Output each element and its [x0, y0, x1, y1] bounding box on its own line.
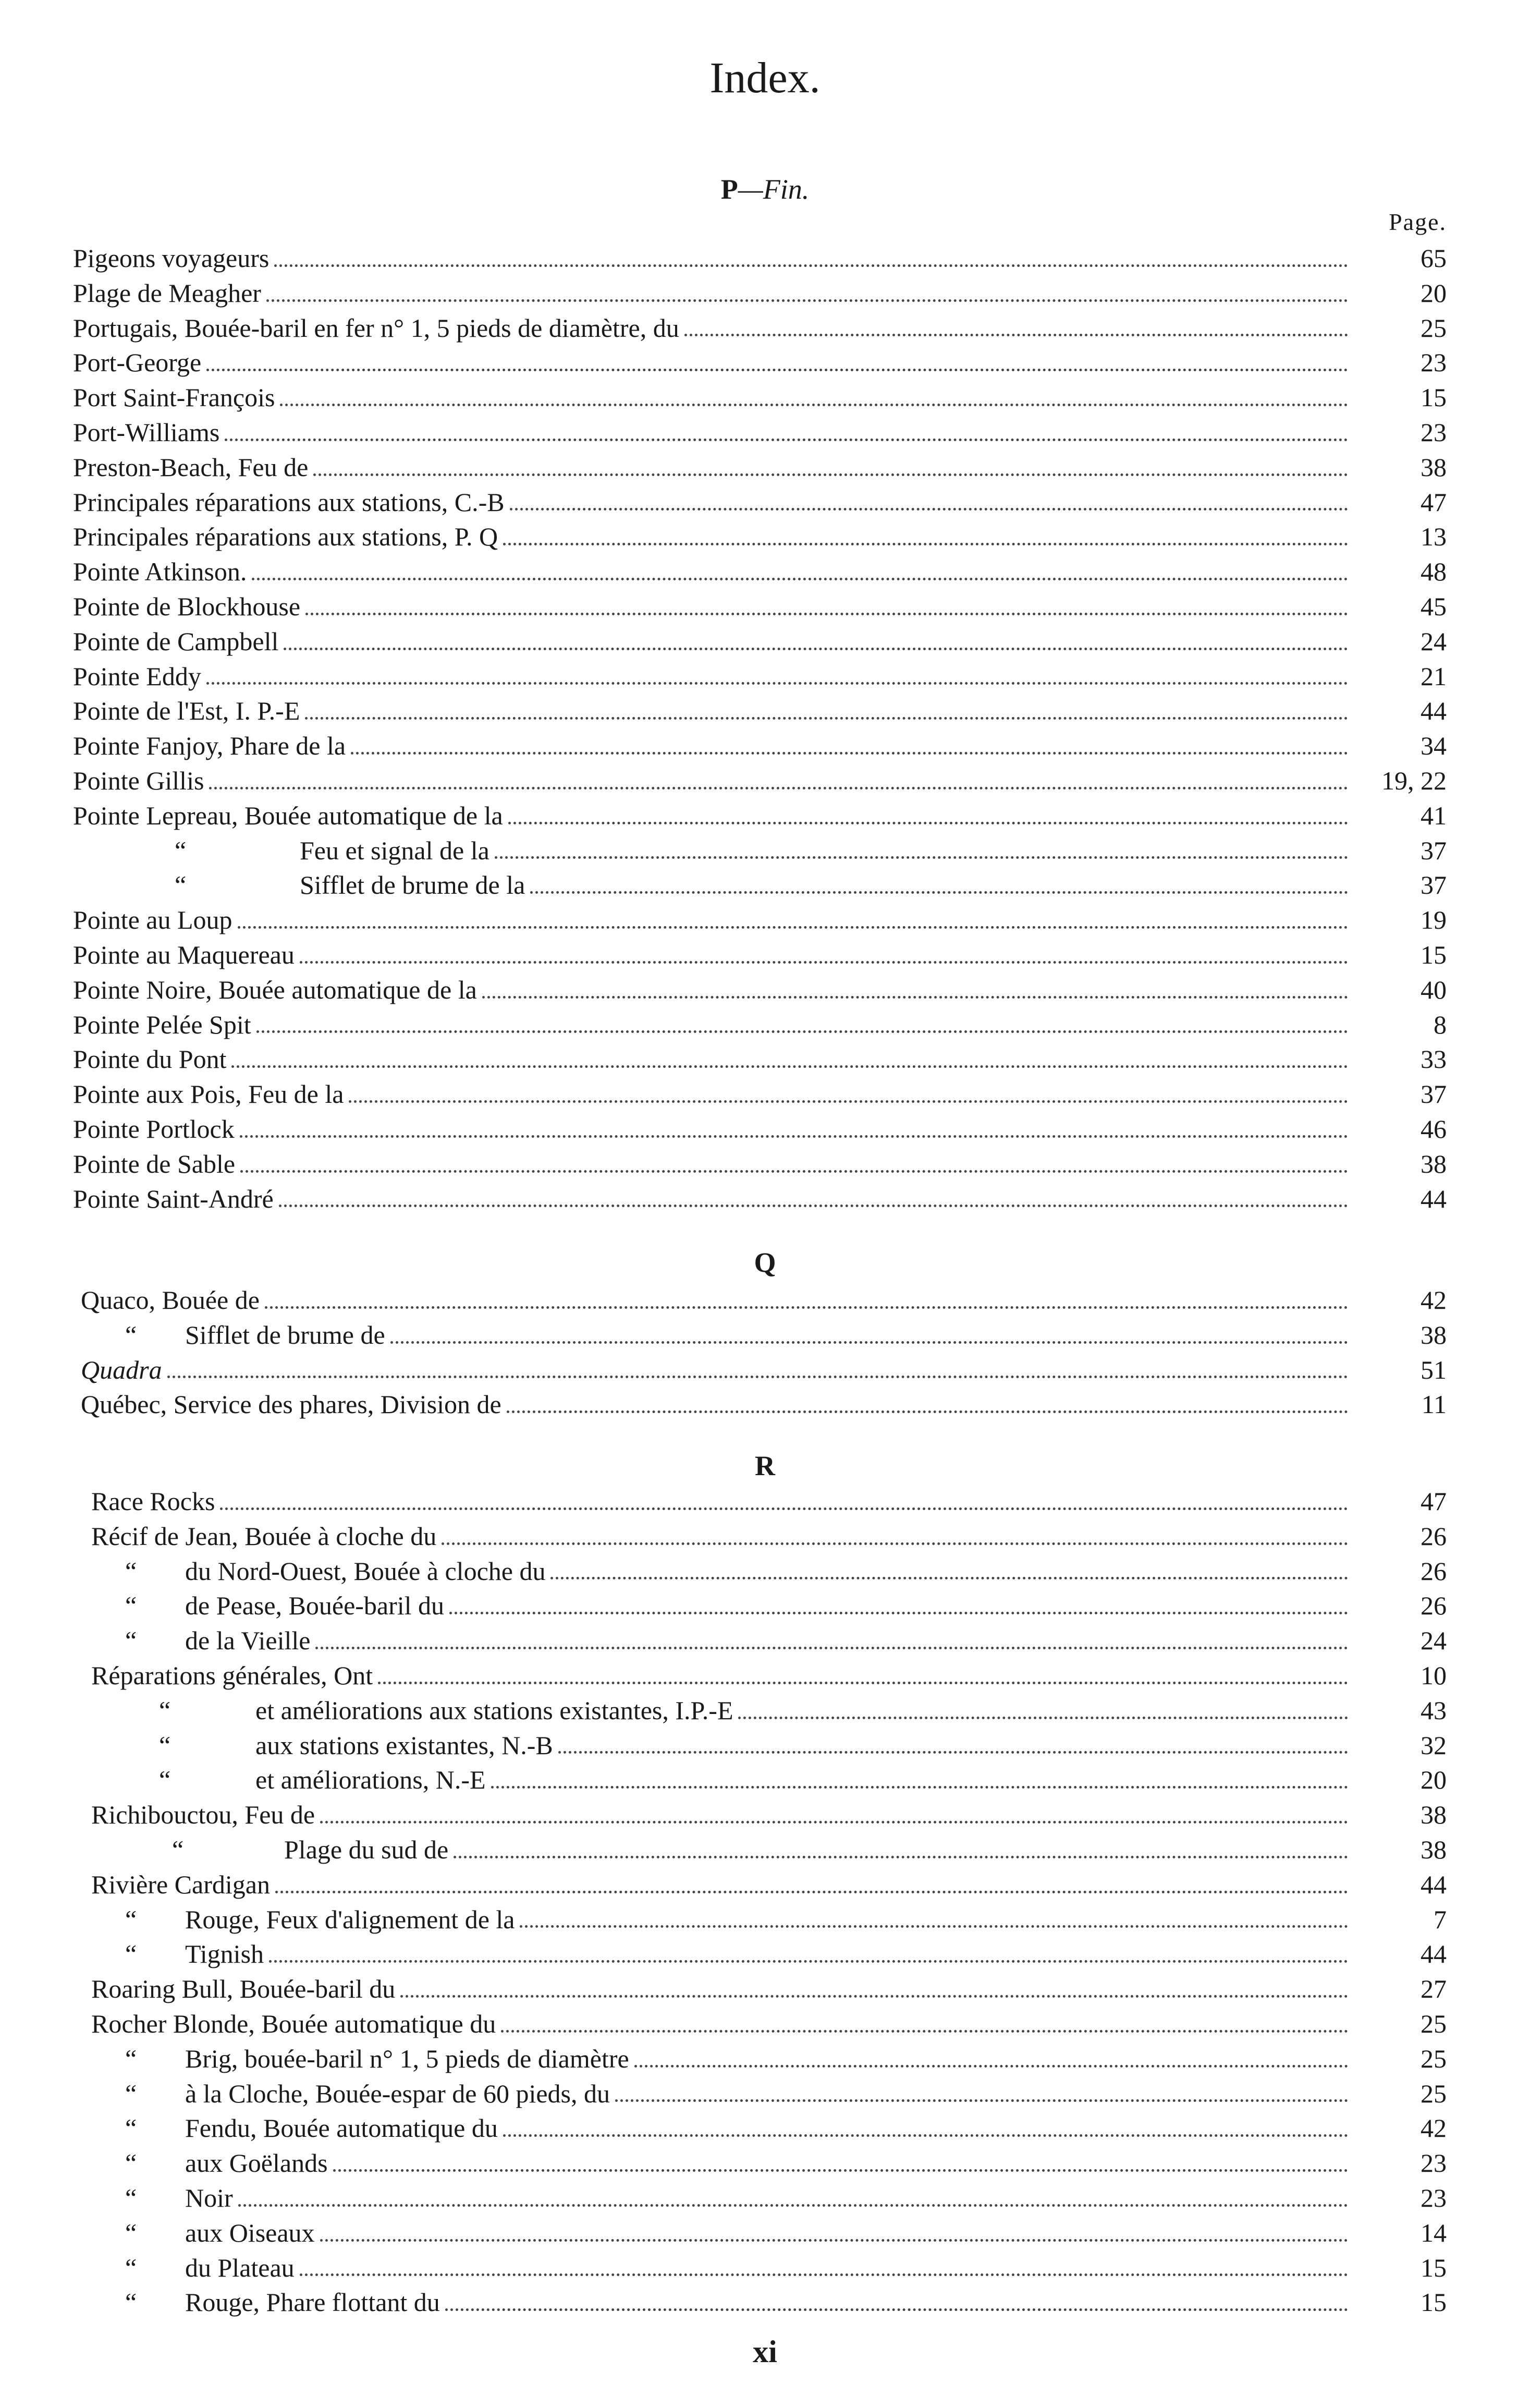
- entry-page-number: 26: [1421, 1521, 1447, 1551]
- index-entry: [0, 380, 1447, 415]
- index-entry: [0, 450, 1447, 485]
- ditto-mark: “: [125, 1556, 137, 1586]
- entry-label: Quaco, Bouée de: [81, 1285, 260, 1315]
- entry-page-number: 25: [1421, 2078, 1447, 2108]
- ditto-mark: “: [125, 1939, 137, 1969]
- entry-page-number: 20: [1421, 278, 1447, 308]
- entry-label: Sifflet de brume de: [185, 1320, 385, 1349]
- dot-leader: [530, 891, 1348, 894]
- dot-leader: [508, 822, 1348, 824]
- entry-label: Roaring Bull, Bouée-baril du: [91, 1974, 396, 2004]
- ditto-mark: “: [175, 835, 187, 865]
- dot-leader: [231, 1065, 1348, 1068]
- entry-label: Port Saint-François: [73, 383, 275, 412]
- index-entry: [0, 938, 1447, 972]
- section-letter: R: [755, 1450, 775, 1481]
- dot-leader: [238, 2204, 1348, 2207]
- index-entry: [0, 1484, 1447, 1519]
- index-entry: [0, 1007, 1447, 1042]
- entry-page-number: 15: [1421, 2253, 1447, 2282]
- entry-page-number: 24: [1421, 626, 1447, 656]
- entry-label: du Nord-Ouest, Bouée à cloche du: [185, 1556, 546, 1586]
- dot-leader: [400, 1995, 1348, 1998]
- ditto-mark: “: [125, 2183, 137, 2212]
- entry-label: Récif de Jean, Bouée à cloche du: [91, 1521, 437, 1551]
- ditto-mark: “: [172, 1834, 184, 1864]
- entry-label: du Plateau: [185, 2253, 295, 2282]
- entry-page-number: 15: [1421, 383, 1447, 412]
- dot-leader: [510, 508, 1348, 510]
- entry-page-number: 51: [1421, 1355, 1447, 1384]
- section-r-entries: [0, 1484, 1530, 2320]
- dot-leader: [300, 961, 1348, 964]
- index-entry: [0, 1387, 1447, 1422]
- index-entry: [0, 2076, 1447, 2111]
- index-entry: [0, 798, 1447, 833]
- entry-label: Pointe Eddy: [73, 661, 201, 691]
- entry-label: et améliorations aux stations existantes, I.P.-E: [255, 1695, 733, 1725]
- dot-leader: [240, 1135, 1348, 1138]
- entry-label: Plage de Meagher: [73, 278, 261, 308]
- entry-label: Pointe Lepreau, Bouée automatique de la: [73, 800, 503, 830]
- ditto-mark: “: [125, 2044, 137, 2073]
- ditto-mark: “: [125, 2078, 137, 2108]
- index-entry: [0, 1867, 1447, 1902]
- entry-label: Port-Williams: [73, 417, 220, 447]
- entry-page-number: 23: [1421, 348, 1447, 378]
- entry-label: Pointe Fanjoy, Phare de la: [73, 731, 346, 761]
- entry-label: aux Oiseaux: [185, 2218, 315, 2247]
- index-entry: [0, 624, 1447, 659]
- entry-label: Pigeons voyageurs: [73, 244, 270, 273]
- entry-page-number: 26: [1421, 1556, 1447, 1586]
- index-entry: [0, 763, 1447, 798]
- index-entry: [0, 1902, 1447, 1937]
- ditto-mark: “: [125, 2218, 137, 2247]
- ditto-mark: “: [125, 2148, 137, 2178]
- entry-page-number: 43: [1421, 1695, 1447, 1725]
- entry-label: Preston-Beach, Feu de: [73, 452, 309, 482]
- index-entry: [0, 1554, 1447, 1589]
- ditto-mark: “: [175, 870, 187, 900]
- entry-page-number: 38: [1421, 1800, 1447, 1830]
- dot-leader: [615, 2099, 1348, 2102]
- index-entry: [0, 1658, 1447, 1693]
- entry-label: Pointe de Sable: [73, 1149, 236, 1178]
- index-entry: [0, 728, 1447, 763]
- dot-leader: [305, 613, 1348, 615]
- entry-page-number: 25: [1421, 2044, 1447, 2073]
- ditto-mark: “: [125, 1591, 137, 1621]
- entry-page-number: 11: [1421, 1390, 1447, 1419]
- section-letter: Q: [754, 1247, 776, 1278]
- ditto-mark: “: [125, 2288, 137, 2317]
- entry-page-number: 33: [1421, 1044, 1447, 1074]
- dot-leader: [445, 2308, 1348, 2311]
- dot-leader: [378, 1682, 1348, 1684]
- entry-page-number: 13: [1421, 522, 1447, 552]
- index-entry: [0, 1728, 1447, 1763]
- entry-page-number: 47: [1421, 1487, 1447, 1516]
- dot-leader: [333, 2169, 1348, 2172]
- entry-page-number: 37: [1421, 870, 1447, 900]
- index-entry: [0, 1042, 1447, 1077]
- dot-leader: [220, 1507, 1348, 1510]
- index-entry: [0, 1588, 1447, 1623]
- ditto-mark: “: [125, 1320, 137, 1349]
- entry-page-number: 25: [1421, 2009, 1447, 2038]
- entry-label: Pointe du Pont: [73, 1044, 227, 1074]
- entry-label: Principales réparations aux stations, C.-B: [73, 487, 505, 517]
- entry-label: à la Cloche, Bouée-espar de 60 pieds, du: [185, 2078, 610, 2108]
- index-entry: [0, 694, 1447, 728]
- entry-label: Pointe aux Pois, Feu de la: [73, 1079, 344, 1109]
- index-entry: [0, 868, 1447, 903]
- entry-label: Rouge, Feux d'alignement de la: [185, 1904, 515, 1934]
- entry-page-number: 8: [1434, 1010, 1447, 1039]
- ditto-mark: “: [159, 1730, 171, 1760]
- ditto-mark: “: [125, 2253, 137, 2282]
- entry-page-number: 7: [1434, 1904, 1447, 1934]
- index-entry: [0, 485, 1447, 520]
- dot-leader: [454, 1856, 1348, 1858]
- entry-page-number: 44: [1421, 1869, 1447, 1899]
- dot-leader: [256, 1030, 1348, 1033]
- entry-label: Pointe au Maquereau: [73, 940, 295, 969]
- index-entry: [0, 1353, 1447, 1388]
- entry-page-number: 23: [1421, 417, 1447, 447]
- index-entry: [0, 1937, 1447, 1972]
- dot-leader: [503, 543, 1348, 545]
- section-suffix: —Fin.: [738, 174, 810, 205]
- dot-leader: [320, 2239, 1348, 2242]
- entry-page-number: 20: [1421, 1765, 1447, 1795]
- entry-label: de Pease, Bouée-baril du: [185, 1591, 445, 1621]
- entry-page-number: 42: [1421, 1285, 1447, 1315]
- dot-leader: [284, 648, 1348, 650]
- dot-leader: [240, 1170, 1348, 1173]
- entry-label: Sifflet de brume de la: [300, 870, 525, 900]
- index-entry: [0, 1519, 1447, 1554]
- index-entry: [0, 1147, 1447, 1182]
- dot-leader: [225, 439, 1348, 441]
- entry-page-number: 34: [1421, 731, 1447, 761]
- entry-label: aux Goëlands: [185, 2148, 328, 2178]
- entry-page-number: 37: [1421, 1079, 1447, 1109]
- entry-label: Richibouctou, Feu de: [91, 1800, 315, 1830]
- entry-label: Fendu, Bouée automatique du: [185, 2113, 498, 2143]
- entry-label: Race Rocks: [91, 1487, 215, 1516]
- section-q-entries: [0, 1283, 1530, 1422]
- dot-leader: [482, 996, 1348, 999]
- dot-leader: [507, 1410, 1348, 1413]
- entry-label: Pointe au Loup: [73, 905, 232, 935]
- entry-page-number: 44: [1421, 696, 1447, 726]
- dot-leader: [274, 264, 1348, 267]
- index-entry: [0, 241, 1447, 276]
- entry-page-number: 15: [1421, 940, 1447, 969]
- index-entry: [0, 276, 1447, 311]
- entry-label: Pointe Portlock: [73, 1114, 235, 1144]
- dot-leader: [442, 1542, 1348, 1545]
- section-p-entries: [0, 241, 1530, 1216]
- entry-page-number: 21: [1421, 661, 1447, 691]
- entry-label: Pointe Saint-André: [73, 1184, 274, 1213]
- entry-page-number: 44: [1421, 1939, 1447, 1969]
- index-entry: [0, 1972, 1447, 2006]
- dot-leader: [558, 1751, 1348, 1754]
- entry-label: Rocher Blonde, Bouée automatique du: [91, 2009, 496, 2038]
- dot-leader: [238, 926, 1348, 929]
- entry-label: de la Vieille: [185, 1626, 311, 1656]
- entry-page-number: 46: [1421, 1114, 1447, 1144]
- ditto-mark: “: [159, 1765, 171, 1795]
- entry-label: et améliorations, N.-E: [255, 1765, 486, 1795]
- dot-leader: [269, 1960, 1348, 1963]
- page-title: Index.: [709, 54, 821, 102]
- index-entry: [0, 519, 1447, 554]
- index-entry: [0, 903, 1447, 938]
- entry-label: Quadra: [81, 1355, 162, 1384]
- entry-page-number: 38: [1421, 1834, 1447, 1864]
- dot-leader: [491, 1786, 1348, 1789]
- entry-page-number: 65: [1421, 244, 1447, 273]
- entry-label: Pointe de Campbell: [73, 626, 279, 656]
- entry-label: Rouge, Phare flottant du: [185, 2288, 440, 2317]
- entry-page-number: 25: [1421, 313, 1447, 343]
- index-entry: [0, 1077, 1447, 1112]
- dot-leader: [315, 1647, 1348, 1649]
- entry-page-number: 23: [1421, 2183, 1447, 2212]
- entry-label: Plage du sud de: [284, 1834, 449, 1864]
- dot-leader: [305, 717, 1348, 720]
- entry-label: Pointe de l'Est, I. P.-E: [73, 696, 300, 726]
- entry-page-number: 48: [1421, 557, 1447, 587]
- dot-leader: [738, 1717, 1348, 1719]
- dot-leader: [206, 369, 1348, 371]
- entry-label: Brig, bouée-baril n° 1, 5 pieds de diamètre: [185, 2044, 629, 2073]
- dot-leader: [266, 299, 1348, 302]
- entry-page-number: 38: [1421, 1320, 1447, 1349]
- index-entry: [0, 2285, 1447, 2320]
- index-entry: [0, 972, 1447, 1007]
- dot-leader: [206, 682, 1348, 685]
- ditto-mark: “: [125, 1626, 137, 1656]
- dot-leader: [501, 2030, 1348, 2033]
- entry-page-number: 19, 22: [1381, 765, 1447, 795]
- index-entry: [0, 1623, 1447, 1658]
- entry-page-number: 23: [1421, 2148, 1447, 2178]
- dot-leader: [351, 752, 1348, 755]
- dot-leader: [634, 2065, 1348, 2068]
- entry-page-number: 38: [1421, 452, 1447, 482]
- index-entry: [0, 2041, 1447, 2076]
- section-heading-p: [0, 172, 1530, 206]
- entry-label: Pointe Noire, Bouée automatique de la: [73, 975, 477, 1004]
- dot-leader: [300, 2273, 1348, 2276]
- entry-page-number: 32: [1421, 1730, 1447, 1760]
- dot-leader: [520, 1925, 1348, 1928]
- index-entry: [0, 415, 1447, 450]
- dot-leader: [349, 1100, 1348, 1103]
- ditto-mark: “: [159, 1695, 171, 1725]
- entry-label: Rivière Cardigan: [91, 1869, 270, 1899]
- entry-label: Réparations générales, Ont: [91, 1660, 373, 1690]
- entry-label: Pointe Gillis: [73, 765, 204, 795]
- dot-leader: [390, 1341, 1348, 1344]
- entry-label: Pointe Pelée Spit: [73, 1010, 251, 1039]
- index-entry: [0, 1693, 1447, 1728]
- index-entry: [0, 1762, 1447, 1797]
- dot-leader: [503, 2134, 1348, 2137]
- entry-page-number: 27: [1421, 1974, 1447, 2004]
- entry-page-number: 38: [1421, 1149, 1447, 1178]
- dot-leader: [209, 787, 1348, 789]
- dot-leader: [550, 1577, 1348, 1579]
- dot-leader: [279, 1205, 1348, 1207]
- index-entry: [0, 589, 1447, 624]
- index-entry: [0, 345, 1447, 380]
- entry-page-number: 47: [1421, 487, 1447, 517]
- dot-leader: [252, 578, 1348, 580]
- section-heading-r: [0, 1449, 1530, 1483]
- index-entry: [0, 311, 1447, 346]
- index-entry: [0, 1112, 1447, 1147]
- entry-page-number: 14: [1421, 2218, 1447, 2247]
- index-entry: [0, 1182, 1447, 1217]
- entry-label: Pointe Atkinson.: [73, 557, 247, 587]
- index-entry: [0, 2181, 1447, 2216]
- index-entry: [0, 659, 1447, 694]
- index-entry: [0, 554, 1447, 589]
- dot-leader: [449, 1612, 1348, 1614]
- entry-page-number: 19: [1421, 905, 1447, 935]
- entry-page-number: 24: [1421, 1626, 1447, 1656]
- index-entry: [0, 2216, 1447, 2251]
- entry-page-number: 40: [1421, 975, 1447, 1004]
- index-entry: [0, 1832, 1447, 1867]
- entry-label: Portugais, Bouée-baril en fer n° 1, 5 pieds de diamètre, du: [73, 313, 679, 343]
- dot-leader: [265, 1306, 1348, 1309]
- index-entry: [0, 2251, 1447, 2285]
- entry-label: Principales réparations aux stations, P. Q: [73, 522, 498, 552]
- dot-leader: [320, 1821, 1348, 1823]
- entry-label: Noir: [185, 2183, 233, 2212]
- index-entry: [0, 2146, 1447, 2181]
- ditto-mark: “: [125, 1904, 137, 1934]
- entry-page-number: 26: [1421, 1591, 1447, 1621]
- entry-label: Feu et signal de la: [300, 835, 489, 865]
- entry-label: Québec, Service des phares, Division de: [81, 1390, 501, 1419]
- entry-page-number: 44: [1421, 1184, 1447, 1213]
- entry-page-number: 37: [1421, 835, 1447, 865]
- entry-label: Pointe de Blockhouse: [73, 591, 301, 621]
- entry-label: Tignish: [185, 1939, 264, 1969]
- entry-page-number: 10: [1421, 1660, 1447, 1690]
- index-entry: [0, 2111, 1447, 2146]
- index-entry: [0, 1318, 1447, 1353]
- index-entry: [0, 1283, 1447, 1318]
- entry-page-number: 45: [1421, 591, 1447, 621]
- entry-label: aux stations existantes, N.-B: [255, 1730, 553, 1760]
- dot-leader: [275, 1891, 1348, 1893]
- dot-leader: [495, 856, 1348, 859]
- entry-page-number: 15: [1421, 2288, 1447, 2317]
- dot-leader: [167, 1376, 1348, 1378]
- entry-label: Port-George: [73, 348, 202, 378]
- section-letter: P: [720, 174, 738, 205]
- section-heading-q: [0, 1245, 1530, 1280]
- index-entry: [0, 1797, 1447, 1832]
- dot-leader: [313, 473, 1348, 476]
- ditto-mark: “: [125, 2113, 137, 2143]
- index-entry: [0, 833, 1447, 868]
- entry-page-number: 42: [1421, 2113, 1447, 2143]
- page-column-header: Page.: [1389, 209, 1447, 235]
- index-entry: [0, 2006, 1447, 2041]
- entry-page-number: 41: [1421, 800, 1447, 830]
- dot-leader: [280, 404, 1348, 406]
- page-number-footer: xi: [753, 2334, 777, 2369]
- dot-leader: [684, 334, 1348, 336]
